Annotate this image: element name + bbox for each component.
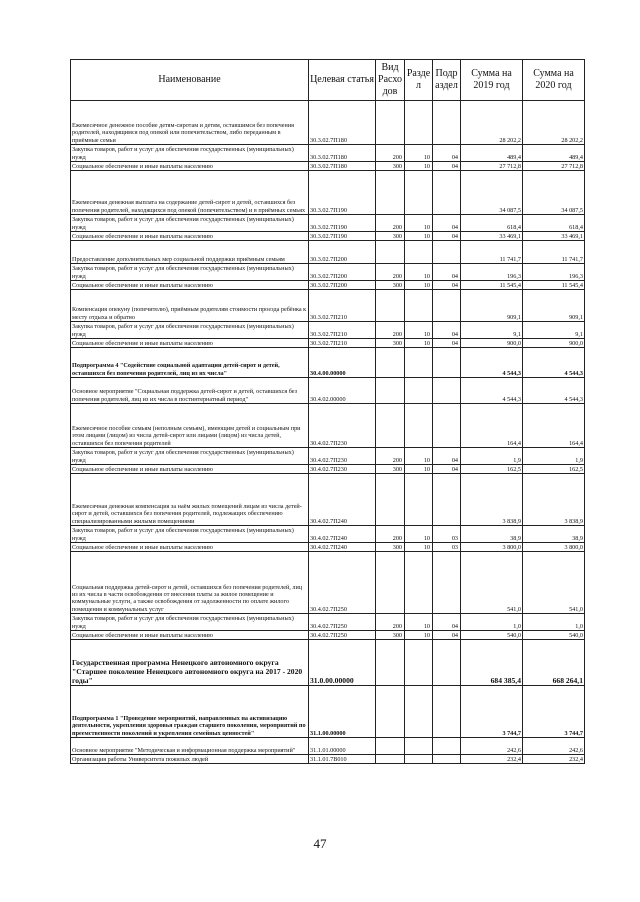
row-subsection: 03	[433, 526, 461, 543]
row-name: Закупка товаров, работ и услуг для обеспечения государственных (муниципальных) нужд	[71, 215, 309, 232]
row-sum-2020: 28 202,2	[523, 101, 585, 145]
row-sum-2019: 196,3	[461, 264, 523, 281]
row-target-article: 30.4.02.7П230	[309, 448, 376, 465]
row-name: Компенсация опекуну (попечителю), приёмным родителям стоимости проезда ребёнка к месту отдыха и обратно	[71, 290, 309, 322]
row-sum-2019: 242,6	[461, 738, 523, 755]
row-sum-2019: 28 202,2	[461, 101, 523, 145]
row-sum-2020: 232,4	[523, 755, 585, 764]
row-name: Социальное обеспечение и иные выплаты населению	[71, 631, 309, 640]
row-section	[405, 755, 433, 764]
table-row	[71, 631, 585, 640]
row-name: Государственная программа Ненецкого автономного округа "Старшее поколение Ненецкого автономного округа на 2017 - 2020 годы"	[71, 640, 309, 686]
row-expense-type: 300	[376, 162, 405, 171]
row-target-article: 30.4.02.7П250	[309, 614, 376, 631]
row-subsection: 04	[433, 264, 461, 281]
table-row	[71, 171, 585, 215]
row-expense-type: 200	[376, 145, 405, 162]
row-name: Подпрограмма 1 "Проведение мероприятий, направленных на активизацию деятельности, укрепления здоровья граждан старшего поколения, мероприятий по преемственности поколений и укрепления семейных ценностей"	[71, 686, 309, 738]
row-name: Закупка товаров, работ и услуг для обеспечения государственных (муниципальных) нужд	[71, 526, 309, 543]
table-row	[71, 162, 585, 171]
row-subsection	[433, 241, 461, 264]
row-section: 10	[405, 162, 433, 171]
row-subsection	[433, 686, 461, 738]
row-subsection: 04	[433, 281, 461, 290]
table-row	[71, 378, 585, 404]
row-expense-type: 300	[376, 543, 405, 552]
row-name: Основное мероприятие "Социальная поддержка детей-сирот и детей, оставшихся без попечения родителей, лиц из их числа в постинтернатный период"	[71, 378, 309, 404]
row-sum-2019: 9,1	[461, 322, 523, 339]
table-row	[71, 738, 585, 755]
row-target-article: 31.1.01.00000	[309, 738, 376, 755]
row-target-article: 30.3.02.7П190	[309, 215, 376, 232]
row-target-article: 30.4.00.00000	[309, 348, 376, 378]
row-sum-2020: 242,6	[523, 738, 585, 755]
row-subsection	[433, 755, 461, 764]
row-sum-2020: 1,9	[523, 448, 585, 465]
row-target-article: 30.4.02.7П250	[309, 631, 376, 640]
row-sum-2019: 684 385,4	[461, 640, 523, 686]
table-row	[71, 448, 585, 465]
row-sum-2020: 9,1	[523, 322, 585, 339]
table-row	[71, 640, 585, 686]
row-sum-2019: 1,0	[461, 614, 523, 631]
header-subsection: Подр аздел	[433, 60, 461, 101]
row-target-article: 30.4.02.7П240	[309, 543, 376, 552]
row-subsection	[433, 552, 461, 614]
row-name: Социальное обеспечение и иные выплаты населению	[71, 162, 309, 171]
row-sum-2019: 11 741,7	[461, 241, 523, 264]
row-target-article: 30.3.02.7П180	[309, 101, 376, 145]
row-section: 10	[405, 543, 433, 552]
row-expense-type	[376, 738, 405, 755]
row-sum-2019: 540,0	[461, 631, 523, 640]
row-name: Ежемесячное денежное пособие детям-сиротам и детям, оставшимся без попечения родителей, находящимся под опекой или попечительством, либо переданным в приёмные семьи	[71, 101, 309, 145]
row-sum-2019: 541,0	[461, 552, 523, 614]
row-expense-type	[376, 474, 405, 526]
row-section: 10	[405, 232, 433, 241]
row-section	[405, 640, 433, 686]
row-sum-2020: 38,9	[523, 526, 585, 543]
table-row	[71, 232, 585, 241]
row-subsection: 04	[433, 145, 461, 162]
row-subsection: 04	[433, 232, 461, 241]
row-sum-2019: 909,1	[461, 290, 523, 322]
row-expense-type	[376, 101, 405, 145]
row-target-article: 30.4.02.7П240	[309, 526, 376, 543]
row-name: Социальное обеспечение и иные выплаты населению	[71, 465, 309, 474]
table-row	[71, 290, 585, 322]
row-target-article: 30.4.02.7П240	[309, 474, 376, 526]
row-section: 10	[405, 631, 433, 640]
row-name: Ежемесячная денежная компенсация за наём жилых помещений лицам из числа детей-сирот и детей, оставшихся без попечения родителей, подлежащих обеспечению специализированными жилыми помещениями	[71, 474, 309, 526]
row-target-article: 30.4.02.7П250	[309, 552, 376, 614]
row-subsection: 04	[433, 448, 461, 465]
row-target-article: 30.3.02.7П190	[309, 232, 376, 241]
table-row	[71, 145, 585, 162]
row-expense-type: 300	[376, 339, 405, 348]
header-sum-2020: Сумма на 2020 год	[523, 60, 585, 101]
row-expense-type: 200	[376, 448, 405, 465]
table-row	[71, 264, 585, 281]
header-sum-2019: Сумма на 2019 год	[461, 60, 523, 101]
table-row	[71, 241, 585, 264]
row-subsection	[433, 738, 461, 755]
row-subsection: 04	[433, 614, 461, 631]
row-name: Социальное обеспечение и иные выплаты населению	[71, 232, 309, 241]
header-target-article: Целевая статья	[309, 60, 376, 101]
table-row	[71, 465, 585, 474]
row-expense-type	[376, 241, 405, 264]
row-sum-2020: 3 800,0	[523, 543, 585, 552]
row-name: Закупка товаров, работ и услуг для обеспечения государственных (муниципальных) нужд	[71, 614, 309, 631]
table-row	[71, 543, 585, 552]
row-target-article: 30.3.02.7П200	[309, 264, 376, 281]
row-section	[405, 171, 433, 215]
table-row	[71, 101, 585, 145]
row-sum-2019: 34 087,5	[461, 171, 523, 215]
row-sum-2020: 27 712,8	[523, 162, 585, 171]
row-sum-2019: 11 545,4	[461, 281, 523, 290]
row-name: Социальное обеспечение и иные выплаты населению	[71, 339, 309, 348]
row-section: 10	[405, 465, 433, 474]
row-section	[405, 241, 433, 264]
table-row	[71, 339, 585, 348]
header-section: Разде л	[405, 60, 433, 101]
row-sum-2019: 162,5	[461, 465, 523, 474]
row-target-article: 30.3.02.7П210	[309, 339, 376, 348]
row-name: Закупка товаров, работ и услуг для обеспечения государственных (муниципальных) нужд	[71, 145, 309, 162]
row-section	[405, 404, 433, 448]
row-target-article: 30.3.02.7П210	[309, 322, 376, 339]
row-target-article: 31.0.00.00000	[309, 640, 376, 686]
row-sum-2020: 11 545,4	[523, 281, 585, 290]
table-row	[71, 404, 585, 448]
row-section: 10	[405, 614, 433, 631]
table-row	[71, 526, 585, 543]
row-subsection: 03	[433, 543, 461, 552]
row-sum-2020: 164,4	[523, 404, 585, 448]
table-row	[71, 686, 585, 738]
table-row	[71, 215, 585, 232]
row-expense-type	[376, 640, 405, 686]
row-sum-2020: 162,5	[523, 465, 585, 474]
row-name: Ежемесячное пособие семьям (неполным семьям), имеющим детей и социальным при этом лицами (лицом) из числа детей-сирот или лицами (лицом) из числа детей, оставшихся без попечения родителей	[71, 404, 309, 448]
row-section	[405, 378, 433, 404]
row-sum-2019: 3 838,9	[461, 474, 523, 526]
row-expense-type	[376, 404, 405, 448]
row-expense-type: 200	[376, 322, 405, 339]
row-sum-2020: 11 741,7	[523, 241, 585, 264]
row-target-article: 30.3.02.7П210	[309, 290, 376, 322]
row-expense-type: 200	[376, 526, 405, 543]
row-section	[405, 348, 433, 378]
row-section: 10	[405, 448, 433, 465]
table-header-row	[71, 60, 585, 101]
row-section	[405, 101, 433, 145]
row-subsection	[433, 404, 461, 448]
table-row	[71, 348, 585, 378]
row-section: 10	[405, 281, 433, 290]
row-sum-2019: 232,4	[461, 755, 523, 764]
row-sum-2019: 164,4	[461, 404, 523, 448]
row-expense-type	[376, 755, 405, 764]
row-sum-2020: 668 264,1	[523, 640, 585, 686]
row-expense-type	[376, 686, 405, 738]
row-sum-2019: 3 744,7	[461, 686, 523, 738]
row-target-article: 30.3.02.7П200	[309, 281, 376, 290]
row-subsection: 04	[433, 162, 461, 171]
row-subsection	[433, 378, 461, 404]
row-sum-2019: 489,4	[461, 145, 523, 162]
row-target-article: 31.1.00.00000	[309, 686, 376, 738]
row-sum-2020: 1,0	[523, 614, 585, 631]
row-section: 10	[405, 145, 433, 162]
row-section	[405, 552, 433, 614]
row-target-article: 30.4.02.7П230	[309, 465, 376, 474]
row-sum-2019: 27 712,8	[461, 162, 523, 171]
row-section	[405, 738, 433, 755]
row-target-article: 30.3.02.7П180	[309, 162, 376, 171]
row-expense-type	[376, 290, 405, 322]
row-expense-type: 200	[376, 215, 405, 232]
row-name: Основное мероприятие "Методическая и информационная поддержка мероприятий"	[71, 738, 309, 755]
row-expense-type: 300	[376, 232, 405, 241]
row-subsection: 04	[433, 465, 461, 474]
row-sum-2020: 909,1	[523, 290, 585, 322]
row-target-article: 30.4.02.00000	[309, 378, 376, 404]
row-expense-type: 200	[376, 264, 405, 281]
row-section	[405, 290, 433, 322]
row-subsection: 04	[433, 631, 461, 640]
row-subsection	[433, 348, 461, 378]
row-sum-2019: 3 800,0	[461, 543, 523, 552]
row-target-article: 30.4.02.7П230	[309, 404, 376, 448]
table-row	[71, 552, 585, 614]
row-expense-type	[376, 552, 405, 614]
row-section: 10	[405, 215, 433, 232]
row-expense-type: 300	[376, 631, 405, 640]
row-subsection	[433, 474, 461, 526]
row-section: 10	[405, 339, 433, 348]
row-subsection	[433, 290, 461, 322]
budget-table	[70, 59, 585, 764]
row-sum-2020: 618,4	[523, 215, 585, 232]
row-name: Закупка товаров, работ и услуг для обеспечения государственных (муниципальных) нужд	[71, 322, 309, 339]
row-expense-type: 300	[376, 281, 405, 290]
row-sum-2019: 1,9	[461, 448, 523, 465]
row-section: 10	[405, 264, 433, 281]
row-subsection: 04	[433, 215, 461, 232]
table-body	[71, 101, 585, 764]
row-name: Ежемесячная денежная выплата на содержание детей-сирот и детей, оставшихся без попечения родителей, находящихся под опекой (попечительством) и в приёмных семьях	[71, 171, 309, 215]
row-expense-type: 300	[376, 465, 405, 474]
row-sum-2019: 900,0	[461, 339, 523, 348]
row-name: Социальная поддержка детей-сирот и детей, оставшихся без попечения родителей, лиц из их числа в части освобождения от внесения платы за жилое помещение и коммунальные услуги, а также освобождения от задолженности по оплате жилого помещения и коммунальных услуг	[71, 552, 309, 614]
table-row	[71, 614, 585, 631]
row-subsection: 04	[433, 322, 461, 339]
row-sum-2019: 33 469,1	[461, 232, 523, 241]
row-sum-2020: 196,3	[523, 264, 585, 281]
row-target-article: 30.3.02.7П190	[309, 171, 376, 215]
row-subsection	[433, 640, 461, 686]
row-name: Социальное обеспечение и иные выплаты населению	[71, 281, 309, 290]
row-sum-2020: 541,0	[523, 552, 585, 614]
table-row	[71, 474, 585, 526]
row-name: Предоставление дополнительных мер социальной поддержки приёмным семьям	[71, 241, 309, 264]
row-sum-2020: 900,0	[523, 339, 585, 348]
row-sum-2019: 38,9	[461, 526, 523, 543]
row-subsection: 04	[433, 339, 461, 348]
row-section: 10	[405, 526, 433, 543]
table-row	[71, 281, 585, 290]
row-expense-type: 200	[376, 614, 405, 631]
row-sum-2020: 3 838,9	[523, 474, 585, 526]
row-sum-2020: 33 469,1	[523, 232, 585, 241]
row-target-article: 30.3.02.7П180	[309, 145, 376, 162]
row-subsection	[433, 101, 461, 145]
row-sum-2019: 4 544,3	[461, 378, 523, 404]
row-name: Организация работы Университета пожилых людей	[71, 755, 309, 764]
row-expense-type	[376, 171, 405, 215]
header-expense-type: Вид Расхо дов	[376, 60, 405, 101]
row-sum-2020: 34 087,5	[523, 171, 585, 215]
row-name: Социальное обеспечение и иные выплаты населению	[71, 543, 309, 552]
row-sum-2019: 4 544,3	[461, 348, 523, 378]
table-row	[71, 322, 585, 339]
row-expense-type	[376, 378, 405, 404]
row-expense-type	[376, 348, 405, 378]
page-number: 47	[313, 836, 327, 851]
row-name: Закупка товаров, работ и услуг для обеспечения государственных (муниципальных) нужд	[71, 448, 309, 465]
row-section	[405, 474, 433, 526]
row-name: Закупка товаров, работ и услуг для обеспечения государственных (муниципальных) нужд	[71, 264, 309, 281]
row-name: Подпрограмма 4 "Содействие социальной адаптации детей-сирот и детей, оставшихся без попечения родителей, лиц из их числа"	[71, 348, 309, 378]
row-subsection	[433, 171, 461, 215]
row-sum-2020: 3 744,7	[523, 686, 585, 738]
row-sum-2020: 489,4	[523, 145, 585, 162]
row-sum-2020: 4 544,3	[523, 348, 585, 378]
row-target-article: 31.1.01.7В010	[309, 755, 376, 764]
row-sum-2019: 618,4	[461, 215, 523, 232]
row-sum-2020: 540,0	[523, 631, 585, 640]
row-section: 10	[405, 322, 433, 339]
header-name: Наименование	[71, 60, 309, 101]
table-row	[71, 755, 585, 764]
row-sum-2020: 4 544,3	[523, 378, 585, 404]
row-target-article: 30.3.02.7П200	[309, 241, 376, 264]
row-section	[405, 686, 433, 738]
